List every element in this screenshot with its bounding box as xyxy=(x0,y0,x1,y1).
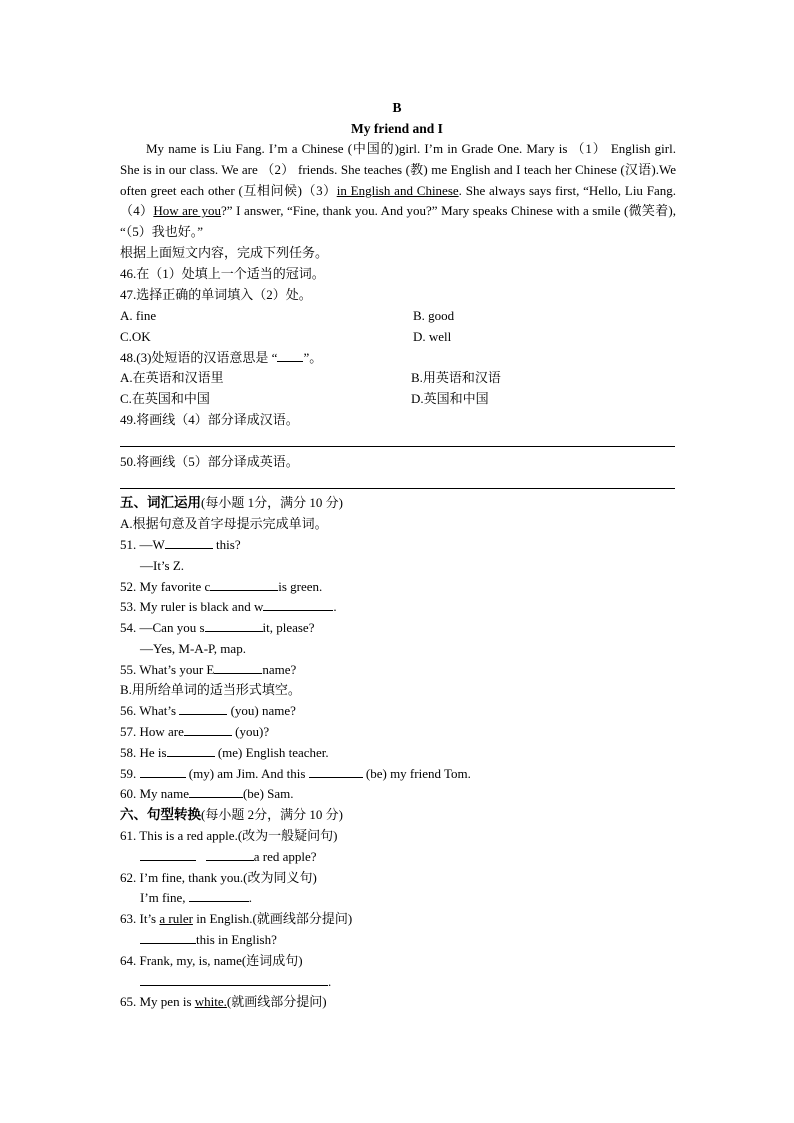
q-text: 65. My pen is xyxy=(120,994,195,1009)
reading-passage xyxy=(120,139,676,243)
q-text: . xyxy=(248,890,252,905)
q-text: 56. What’s xyxy=(120,703,180,718)
question-56 xyxy=(120,701,680,721)
underlined-phrase: a ruler xyxy=(159,911,193,926)
question-60 xyxy=(120,784,680,804)
q-text: 60. My name xyxy=(120,786,189,801)
q-text: (my) am Jim. And this xyxy=(185,766,309,781)
question-65 xyxy=(120,992,680,1012)
question-51 xyxy=(120,535,680,555)
question-61-answer xyxy=(120,847,700,867)
answer-blank[interactable] xyxy=(210,578,278,591)
section-title: 六、句型转换 xyxy=(120,807,201,823)
section-score-note: (每小题 1分，满分 10 分) xyxy=(201,495,343,510)
q-text: . xyxy=(333,599,337,614)
answer-line-49[interactable] xyxy=(120,446,675,447)
answer-blank[interactable] xyxy=(140,931,196,944)
q-text: (就画线部分提问) xyxy=(226,994,327,1009)
answer-blank[interactable] xyxy=(263,598,333,611)
q-text: this in English? xyxy=(196,932,277,947)
question-61: 61. This is a red apple.(改为一般疑问句) xyxy=(120,828,338,843)
q-text: 63. It’s xyxy=(120,911,160,926)
answer-blank[interactable] xyxy=(165,536,213,549)
question-62: 62. I’m fine, thank you.(改为同义句) xyxy=(120,870,317,885)
question-48-options-row2 xyxy=(120,389,680,409)
answer-blank[interactable] xyxy=(309,765,363,778)
question-59 xyxy=(120,764,680,784)
section-6-heading xyxy=(120,805,680,825)
q-text: 51. —W xyxy=(120,537,165,552)
answer-blank[interactable] xyxy=(277,349,303,362)
question-63 xyxy=(120,909,680,929)
answer-blank[interactable] xyxy=(189,785,243,798)
option-d: D.英国和中国 xyxy=(411,391,489,406)
q-text: . xyxy=(328,974,332,989)
q-text: (you)? xyxy=(231,724,270,739)
question-62-answer xyxy=(120,888,700,908)
answer-blank[interactable] xyxy=(140,765,186,778)
question-63-answer xyxy=(120,930,700,950)
q-text: I’m fine, xyxy=(140,890,189,905)
q-text: name? xyxy=(262,662,297,677)
q-text: 59. xyxy=(120,766,140,781)
answer-blank[interactable] xyxy=(189,889,249,902)
q-text: 54. —Can you s xyxy=(120,620,205,635)
passage-text-1: My name is Liu Fang. I’m a Chinese (中国的)girl. I’m in Grade One. Mary is （1） English girl. She is in our class. We are （2） friends. She teaches (教) me English and I teach her Chinese (汉语).We often greet each other (互相问候)（3） xyxy=(120,141,676,198)
question-51-reply: —It’s Z. xyxy=(140,558,185,573)
q-text: (be) my friend Tom. xyxy=(362,766,471,781)
question-58 xyxy=(120,743,680,763)
passage-text-2: . She always says first, “Hello, Liu Fang.（4） xyxy=(120,182,676,219)
answer-blank[interactable] xyxy=(206,848,254,861)
passage-title: My friend and I xyxy=(351,121,443,136)
option-c: C.在英国和中国 xyxy=(120,391,210,406)
question-47-options-row1 xyxy=(120,306,680,326)
option-b: B. good xyxy=(413,308,455,323)
q-text: 58. He is xyxy=(120,745,167,760)
question-53 xyxy=(120,597,680,617)
q-text: a red apple? xyxy=(253,849,317,864)
passage-text-3: ?” I answer, “Fine, thank you. And you?” Mary speaks Chinese with a smile (微笑着), “（5）我也好。” xyxy=(120,203,676,240)
question-57 xyxy=(120,722,680,742)
q-text: 52. My favorite c xyxy=(120,579,211,594)
answer-blank[interactable] xyxy=(179,702,227,715)
question-50: 50.将画线（5）部分译成英语。 xyxy=(120,454,299,469)
question-48 xyxy=(120,348,680,368)
option-a: A. fine xyxy=(120,308,157,323)
task-instruction: 根据上面短文内容，完成下列任务。 xyxy=(120,245,329,260)
option-b: B.用英语和汉语 xyxy=(411,370,501,385)
section-5-heading xyxy=(120,493,680,513)
q-text: 53. My ruler is black and w xyxy=(120,599,264,614)
question-54-reply: —Yes, M-A-P, map. xyxy=(140,641,246,656)
q-text: (be) Sam. xyxy=(242,786,294,801)
section-5-part-b: B.用所给单词的适当形式填空。 xyxy=(120,682,301,697)
option-a: A.在英语和汉语里 xyxy=(120,370,224,385)
question-55 xyxy=(120,660,680,680)
q-text: 55. What’s your E xyxy=(120,662,215,677)
q-text: it, please? xyxy=(262,620,315,635)
answer-blank[interactable] xyxy=(140,973,328,986)
underlined-phrase-4: How are you xyxy=(153,203,222,219)
answer-blank[interactable] xyxy=(140,848,196,861)
question-54 xyxy=(120,618,680,638)
answer-blank[interactable] xyxy=(205,619,263,632)
question-47-options-row2 xyxy=(120,327,680,347)
underlined-phrase-3: in English and Chinese xyxy=(336,182,459,198)
question-48-options-row1 xyxy=(120,368,680,388)
section-5-part-a: A.根据句意及首字母提示完成单词。 xyxy=(120,516,328,531)
question-64-answer xyxy=(120,972,700,992)
question-48-end: ”。 xyxy=(303,350,323,365)
option-d: D. well xyxy=(413,329,452,344)
question-46: 46.在（1）处填上一个适当的冠词。 xyxy=(120,266,325,281)
section-title: 五、词汇运用 xyxy=(120,495,201,511)
question-49: 49.将画线（4）部分译成汉语。 xyxy=(120,412,299,427)
question-47: 47.选择正确的单词填入（2）处。 xyxy=(120,287,312,302)
q-text: in English.(就画线部分提问) xyxy=(192,911,353,926)
question-64: 64. Frank, my, is, name(连词成句) xyxy=(120,953,303,968)
answer-blank[interactable] xyxy=(184,723,232,736)
q-text: this? xyxy=(212,537,241,552)
option-c: C.OK xyxy=(120,329,151,344)
answer-blank[interactable] xyxy=(214,661,262,674)
q-text: (me) English teacher. xyxy=(214,745,329,760)
section-score-note: (每小题 2分，满分 10 分) xyxy=(201,807,343,822)
question-52 xyxy=(120,577,680,597)
question-48-text: 48.(3)处短语的汉语意思是 “ xyxy=(120,350,278,365)
answer-blank[interactable] xyxy=(167,744,215,757)
section-letter: B xyxy=(392,100,402,115)
q-text: is green. xyxy=(278,579,323,594)
q-text: (you) name? xyxy=(227,703,296,718)
underlined-phrase: white. xyxy=(194,994,227,1009)
q-text: 57. How are xyxy=(120,724,184,739)
answer-line-50[interactable] xyxy=(120,488,675,489)
